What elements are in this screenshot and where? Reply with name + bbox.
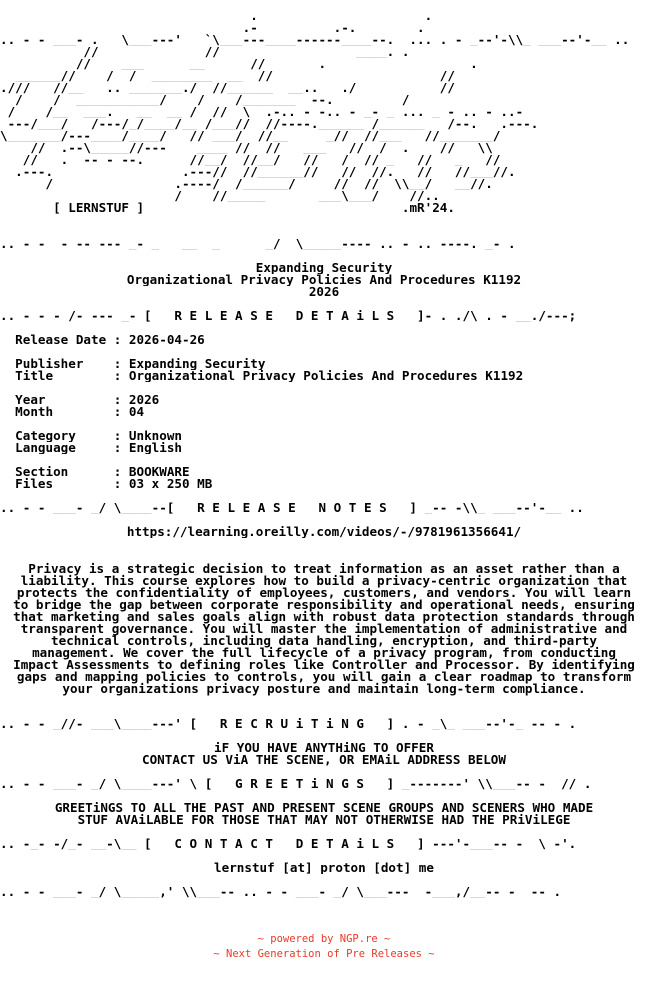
detail-value: 04	[128, 406, 145, 418]
logo-line: / / ___________/ / /_______ --. /	[0, 94, 524, 106]
detail-value: English	[128, 442, 182, 454]
recruiting-text: iF YOU HAVE ANYTHiNG TO OFFER	[214, 742, 434, 754]
logo-line: .. - - ___- . \___---' `\___---____------____--. ... . - _--'-\\_ ___--'-__ ..	[0, 34, 630, 46]
detail-label: Year	[15, 394, 46, 406]
blank-line	[0, 730, 648, 742]
detail-row-year: Year : 2026	[15, 394, 160, 406]
release-publisher-heading: Expanding Security	[255, 262, 393, 274]
greetings-text: GREETiNGS TO ALL THE PAST AND PRESENT SCENE GROUPS AND SCENERS WHO MADE	[54, 802, 594, 814]
contact-header: .. -_- -/_- __-\__ [ C O N T A C T D E T A i L S ] ---'-___-- - \ -'.	[0, 838, 577, 850]
logo-line: // . -- - --. //__/ //__/ // / // _ // _ //	[0, 154, 508, 166]
blank-line	[0, 514, 648, 526]
detail-row-publisher: Publisher : Expanding Security	[15, 358, 266, 370]
logo-line: // .--\_____//--- ____ // // ___ // / . // \\	[0, 142, 501, 154]
blank-line	[0, 298, 648, 310]
logo-line: // // ____. .	[0, 46, 615, 58]
footer-powered-by-link[interactable]: ~ powered by NGP.re ~	[257, 933, 391, 945]
detail-value: 03 x 250 MB	[128, 478, 213, 490]
nfo-text-block	[0, 10, 648, 538]
detail-row-release-date: Release Date : 2026-04-26	[15, 334, 205, 346]
logo-line: ______// / / ________ __ // //	[0, 70, 554, 82]
logo-line: / /__ ___. __ __ / // \ .-.. - -.. - _- _ ... _ - .. - ..-	[0, 106, 531, 118]
detail-label: Files	[15, 478, 54, 490]
release-notes-header: .. - - ___- _/ \____--[ R E L E A S E N O T E S ] _-- -\\_ ___--'-__ ..	[0, 502, 584, 514]
blank-line	[0, 226, 648, 238]
blank-line	[0, 214, 648, 226]
logo-line: / .----/ /______/ // // \\__/ __//.	[0, 178, 508, 190]
blank-line	[0, 790, 648, 802]
greetings-text: STUF AVAiLABLE FOR THOSE THAT MAY NOT OTHERWISE HAD THE PRiViLEGE	[77, 814, 571, 826]
detail-row-files: Files : 03 x 250 MB	[15, 478, 213, 490]
nfo-lower-block	[0, 718, 648, 898]
detail-value: Expanding Security	[128, 358, 266, 370]
release-title-heading: Organizational Privacy Policies And Procedures K1192	[126, 274, 522, 286]
blank-line	[0, 346, 648, 358]
detail-row-language: Language : English	[15, 442, 182, 454]
blank-line	[0, 850, 648, 862]
group-tag-label: [ LERNSTUF ]	[53, 202, 145, 214]
group-tag-mark: .mR'24.	[401, 202, 455, 214]
detail-row-month: Month : 04	[15, 406, 145, 418]
release-details-header: .. - - - /- --- _- [ R E L E A S E D E T A i L S ]- . ./\ . - __./---;	[0, 310, 577, 322]
blank-line	[0, 826, 648, 838]
detail-value: Unknown	[128, 430, 182, 442]
detail-value: Organizational Privacy Policies And Procedures K1192	[128, 370, 524, 382]
recruiting-text: CONTACT US ViA THE SCENE, OR EMAiL ADDRESS BELOW	[142, 754, 506, 766]
footer	[0, 932, 648, 962]
detail-value: 2026	[128, 394, 160, 406]
detail-row-section: Section : BOOKWARE	[15, 466, 190, 478]
logo-line: \_______/---____/____/ // ___/ //__ _// //___ //_______/	[0, 130, 508, 142]
detail-label: Title	[15, 370, 54, 382]
detail-label: Release Date	[15, 334, 107, 346]
detail-row-title: Title : Organizational Privacy Policies And Procedures K1192	[15, 370, 524, 382]
bottom-separator: .. - - ___- _/ \_____,' \\___-- .. - - ___- _/ \___--- -___,/__-- - -- .	[0, 886, 562, 898]
release-year-heading: 2026	[308, 286, 340, 298]
blank-line	[0, 382, 648, 394]
blank-line	[0, 490, 648, 502]
footer-tagline: ~ Next Generation of Pre Releases ~	[213, 948, 435, 960]
logo-line: ./// //__ .. _______./ //______ __.. ./ //	[0, 82, 554, 94]
contact-email[interactable]: lernstuf [at] proton [dot] me	[214, 862, 434, 874]
detail-label: Section	[15, 466, 69, 478]
detail-label: Category	[15, 430, 76, 442]
blank-line	[0, 418, 648, 430]
greetings-header: .. - - ___- _/ \____---' \ [ G R E E T i N G S ] _-------' \\___-- - // .	[0, 778, 592, 790]
detail-label: Publisher	[15, 358, 84, 370]
blank-line	[0, 766, 648, 778]
blank-line	[0, 250, 648, 262]
blank-line	[0, 322, 648, 334]
detail-label: Month	[15, 406, 54, 418]
blank-line	[0, 454, 648, 466]
detail-row-category: Category : Unknown	[15, 430, 182, 442]
release-url-link[interactable]: https://learning.oreilly.com/videos/-/9781961356641/	[126, 526, 522, 538]
logo-line: // ___ __ // . .	[0, 58, 554, 70]
banner-separator: .. - - - -- --- _- _ __ _ _/ \_____---- .. - .. ----. _- .	[0, 238, 516, 250]
detail-value: 2026-04-26	[128, 334, 205, 346]
detail-label: Language	[15, 442, 76, 454]
blank-line	[0, 874, 648, 886]
release-description: Privacy is a strategic decision to treat information as an asset rather than a liability. This course explores how to build a privacy-centric organization that protects the confidentiality of employees, customers, and vendors. You will learn to bridge the gap between corporate responsibility and operational needs, ensuring that marketing and sales goals align with robust data protection standards through transparent governance. You will master the implementation of administrative and technical controls, including data handling, encryption, and third-party management. We cover the full lifecycle of a privacy program, from conducting Impact Assessments to defining roles like Controller and Processor. By identifying gaps and mapping policies to controls, you will gain a clear roadmap to transform your organizations privacy posture and maintain long-term compliance.	[13, 561, 635, 696]
recruiting-header: .. - - _//- ___\____---' [ R E C R U i T i N G ] . - _\_ ___--'-_ -- - .	[0, 718, 577, 730]
logo-line: / //_____ ___\___/ //..	[0, 190, 493, 202]
logo-tag-line	[0, 202, 648, 214]
detail-value: BOOKWARE	[128, 466, 190, 478]
logo-line: .---. .---// //______// // //. // //___//.	[0, 166, 524, 178]
logo-line: . .	[0, 10, 433, 22]
logo-line: .- .-. .	[0, 22, 433, 34]
logo-line: ---/___/ /---/_/____/__ /___// //----.______ /______ /--. .---.	[0, 118, 546, 130]
